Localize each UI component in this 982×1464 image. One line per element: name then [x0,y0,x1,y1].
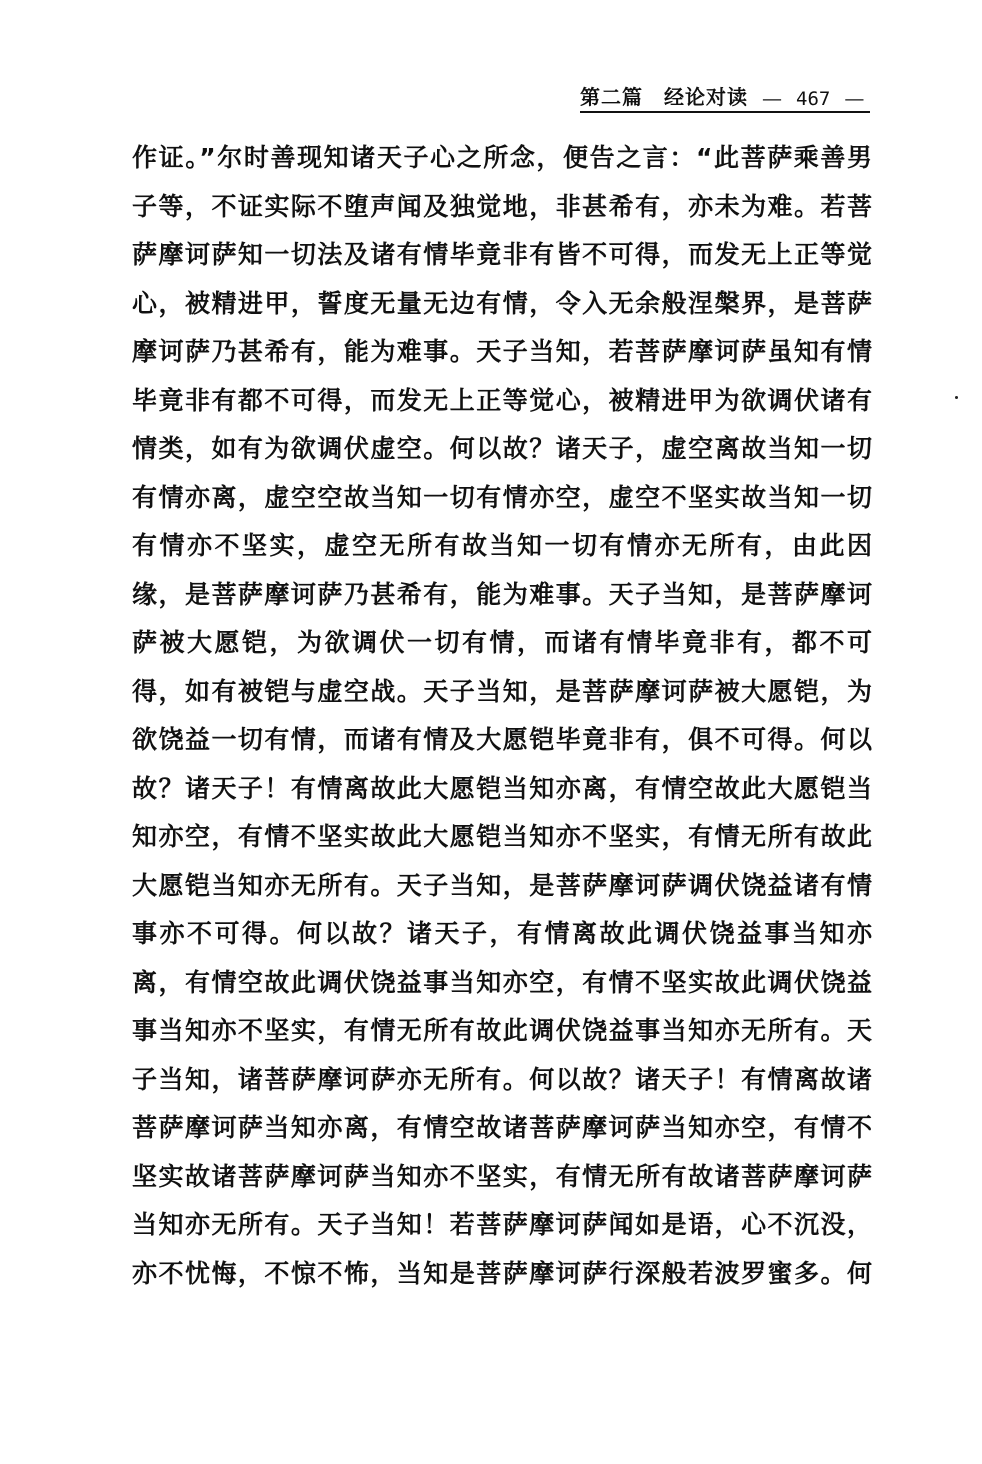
text-line: 大愿铠当知亦无所有。天子当知，是菩萨摩诃萨调伏饶益诸有情 [132,870,872,900]
header-title: 第二篇 经论对读 [580,85,748,109]
page-number: 467 [796,88,831,110]
body-text [132,140,872,1304]
text-line: 摩诃萨乃甚希有，能为难事。天子当知，若菩萨摩诃萨虽知有情 [132,337,872,366]
header-rule [580,111,870,113]
text-line: 作证。”尔时善现知诸天子心之所念，便告之言：“此菩萨乘善男 [132,143,872,172]
text-line: 情类，如有为欲调伏虚空。何以故？诸天子，虚空离故当知一切 [132,434,872,463]
text-line: 事当知亦不坚实，有情无所有故此调伏饶益事当知亦无所有。天 [132,1016,872,1045]
text-line: 事亦不可得。何以故？诸天子，有情离故此调伏饶益事当知亦 [132,919,872,948]
text-line: 故？诸天子！有情离故此大愿铠当知亦离，有情空故此大愿铠当 [132,773,872,803]
running-header [580,76,870,110]
text-line: 子当知，诸菩萨摩诃萨亦无所有。何以故？诸天子！有情离故诸 [132,1064,872,1094]
text-line: 知亦空，有情不坚实故此大愿铠当知亦不坚实，有情无所有故此 [132,822,872,851]
text-line: 有情亦不坚实，虚空无所有故当知一切有情亦无所有，由此因 [132,531,872,560]
text-line: 菩萨摩诃萨当知亦离，有情空故诸菩萨摩诃萨当知亦空，有情不 [132,1113,872,1142]
text-line: 有情亦离，虚空空故当知一切有情亦空，虚空不坚实故当知一切 [132,482,872,512]
text-line: 当知亦无所有。天子当知！若菩萨摩诃萨闻如是语，心不沉没， [132,1210,872,1239]
text-line: 萨摩诃萨知一切法及诸有情毕竟非有皆不可得，而发无上正等觉 [132,240,872,269]
text-line: 亦不忧悔，不惊不怖，当知是菩萨摩诃萨行深般若波罗蜜多。何 [132,1258,872,1288]
text-line: 子等，不证实际不堕声闻及独觉地，非甚希有，亦未为难。若菩 [132,191,872,221]
text-line: 得，如有被铠与虚空战。天子当知，是菩萨摩诃萨被大愿铠，为 [132,676,872,706]
text-line: 离，有情空故此调伏饶益事当知亦空，有情不坚实故此调伏饶益 [132,967,872,997]
scan-speck [955,396,958,399]
header-dash-right: — [844,86,865,110]
text-line: 心，被精进甲，誓度无量无边有情，令入无余般涅槃界，是菩萨 [132,288,872,318]
text-line: 缘，是菩萨摩诃萨乃甚希有，能为难事。天子当知，是菩萨摩诃 [132,579,872,609]
text-line: 坚实故诸菩萨摩诃萨当知亦不坚实，有情无所有故诸菩萨摩诃萨 [132,1161,872,1191]
header-dash-left: — [762,86,782,110]
text-line: 欲饶益一切有情，而诸有情及大愿铠毕竟非有，俱不可得。何以 [132,725,872,754]
text-line: 毕竟非有都不可得，而发无上正等觉心，被精进甲为欲调伏诸有 [132,385,872,415]
text-line: 萨被大愿铠，为欲调伏一切有情，而诸有情毕竟非有，都不可 [132,628,872,657]
